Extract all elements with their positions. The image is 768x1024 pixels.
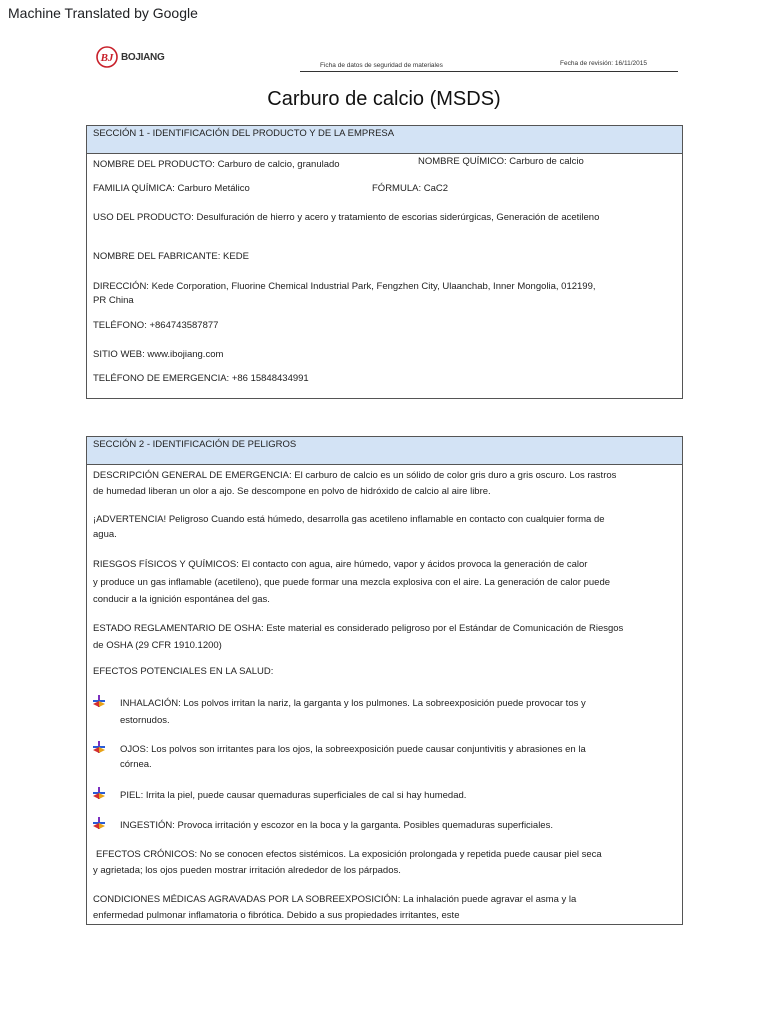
machine-translated-banner: Machine Translated by Google: [8, 5, 198, 21]
emergency-overview-line-2: de humedad liberan un olor a ajo. Se descompone en polvo de hidróxido de calcio al aire libre.: [93, 486, 491, 497]
chronic-effects-line-2: y agrietada; los ojos pueden mostrar irritación alrededor de los párpados.: [93, 865, 401, 876]
inhalation-line-1: INHALACIÓN: Los polvos irritan la nariz, la garganta y los pulmones. La sobreexposición puede provocar tos y: [120, 698, 586, 709]
formula: FÓRMULA: CaC2: [372, 183, 449, 194]
warning-line-2: agua.: [93, 529, 117, 540]
emergency-overview-line-1: DESCRIPCIÓN GENERAL DE EMERGENCIA: El carburo de calcio es un sólido de color gris duro a gris oscuro. Los rastros: [93, 470, 617, 481]
company-logo: [96, 46, 164, 68]
bullet-arrow-icon: [93, 741, 105, 753]
aggravated-conditions-line-1: CONDICIONES MÉDICAS AGRAVADAS POR LA SOBREEXPOSICIÓN: La inhalación puede agravar el asma y la: [93, 894, 577, 905]
osha-line-2: de OSHA (29 CFR 1910.1200): [93, 640, 222, 651]
header-rule: [300, 71, 678, 72]
osha-line-1: ESTADO REGLAMENTARIO DE OSHA: Este material es considerado peligroso por el Estándar de Comunicación de Riesgos: [93, 623, 624, 634]
bullet-arrow-icon: [93, 817, 105, 829]
aggravated-conditions-line-2: enfermedad pulmonar inflamatoria o fibrótica. Debido a sus propiedades irritantes, este: [93, 910, 460, 921]
logo-text: BOJIANG: [121, 51, 165, 63]
chemical-name: NOMBRE QUÍMICO: Carburo de calcio: [418, 156, 584, 167]
bojiang-logo-icon: [96, 46, 118, 68]
address-line-2: PR China: [93, 295, 134, 306]
page-title: Carburo de calcio (MSDS): [267, 88, 501, 110]
manufacturer-name: NOMBRE DEL FABRICANTE: KEDE: [93, 251, 249, 262]
bullet-arrow-icon: [93, 787, 105, 799]
skin-line: PIEL: Irrita la piel, puede causar quemaduras superficiales de cal si hay humedad.: [120, 790, 467, 801]
address-line-1: DIRECCIÓN: Kede Corporation, Fluorine Chemical Industrial Park, Fengzhen City, Ulaanchab, Inner Mongolia, 012199,: [93, 281, 596, 292]
product-name: NOMBRE DEL PRODUCTO: Carburo de calcio, granulado: [93, 159, 340, 170]
warning-line-1: ¡ADVERTENCIA! Peligroso Cuando está húmedo, desarrolla gas acetileno inflamable en contacto con cualquier forma de: [93, 514, 605, 525]
health-effects-heading: EFECTOS POTENCIALES EN LA SALUD:: [93, 666, 274, 677]
risks-line-2: y produce un gas inflamable (acetileno), que puede formar una mezcla explosiva con el aire. La generación de calor puede: [93, 577, 611, 588]
risks-line-1: RIESGOS FÍSICOS Y QUÍMICOS: El contacto con agua, aire húmedo, vapor y ácidos provoca la generación de calor: [93, 559, 588, 570]
chronic-effects-line-1: EFECTOS CRÓNICOS: No se conocen efectos sistémicos. La exposición prolongada y repetida puede causar piel seca: [96, 849, 602, 860]
eyes-line-2: córnea.: [120, 759, 152, 770]
bullet-arrow-icon: [93, 695, 105, 707]
risks-line-3: conducir a la ignición espontánea del gas.: [93, 594, 270, 605]
ingestion-line: INGESTIÓN: Provoca irritación y escozor en la boca y la garganta. Posibles quemaduras superficiales.: [120, 820, 553, 831]
section-1-heading: SECCIÓN 1 - IDENTIFICACIÓN DEL PRODUCTO Y DE LA EMPRESA: [87, 126, 682, 154]
svg-text:BJ: BJ: [100, 52, 114, 64]
chemical-family: FAMILIA QUÍMICA: Carburo Metálico: [93, 183, 250, 194]
phone: TELÉFONO: +864743587877: [93, 320, 219, 331]
eyes-line-1: OJOS: Los polvos son irritantes para los ojos, la sobreexposición puede causar conjuntivitis y abrasiones en la: [120, 744, 586, 755]
section-1-box: [86, 125, 683, 399]
product-use: USO DEL PRODUCTO: Desulfuración de hierro y acero y tratamiento de escorias siderúrgicas, Generación de acetileno: [93, 212, 600, 223]
section-2-heading: SECCIÓN 2 - IDENTIFICACIÓN DE PELIGROS: [87, 437, 682, 465]
header-revision-date: Fecha de revisión: 16/11/2015: [560, 60, 647, 67]
website: SITIO WEB: www.ibojiang.com: [93, 349, 224, 360]
header-doc-type: Ficha de datos de seguridad de materiales: [320, 62, 443, 69]
inhalation-line-2: estornudos.: [120, 715, 170, 726]
section-2-box: [86, 436, 683, 925]
emergency-phone: TELÉFONO DE EMERGENCIA: +86 15848434991: [93, 373, 309, 384]
